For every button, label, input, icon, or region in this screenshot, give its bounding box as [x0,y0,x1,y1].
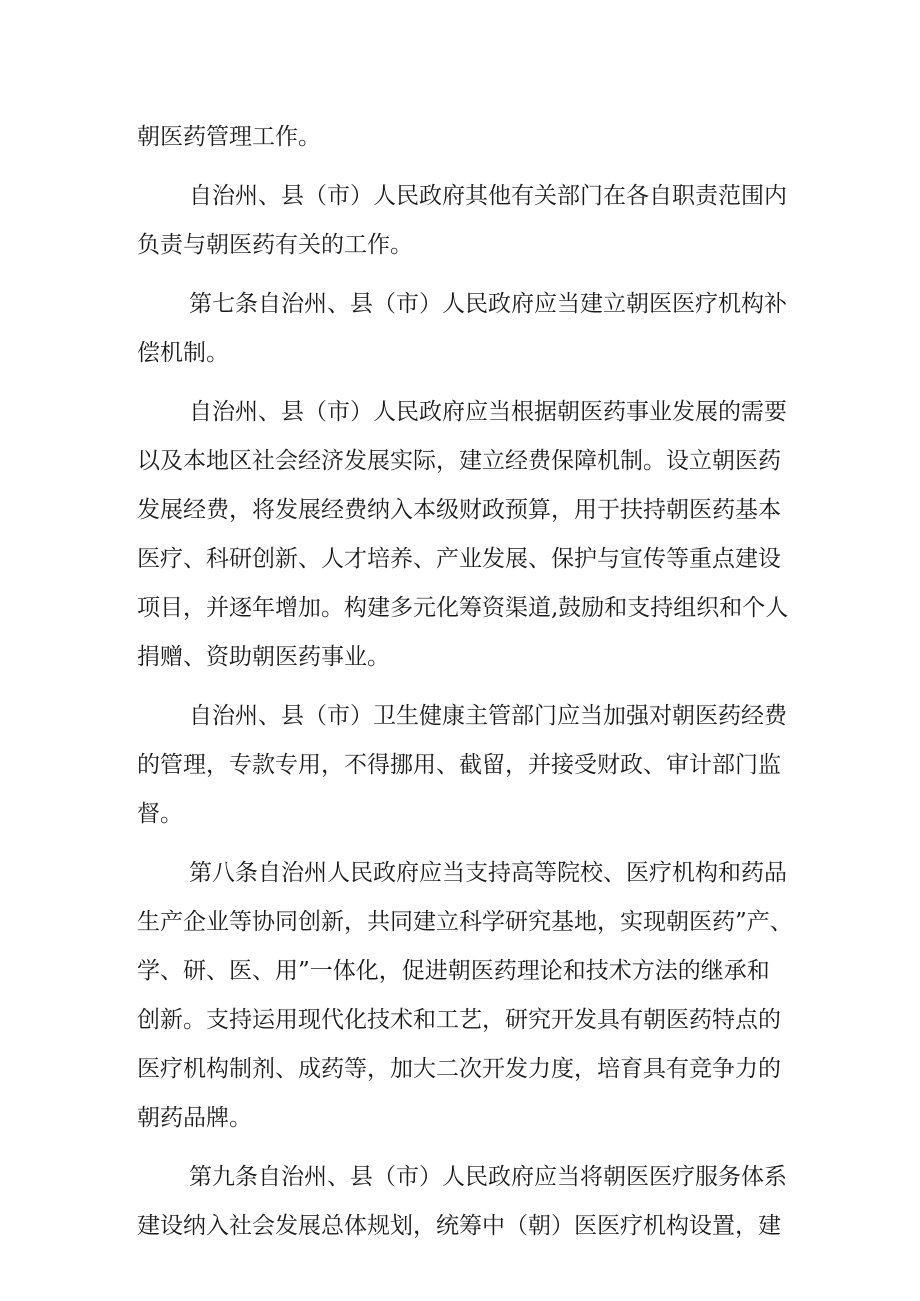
paragraph [137,113,797,162]
text-line: 偿机制。 [137,340,229,366]
text-line: 创新。支持运用现代化技术和工艺，研究开发具有朝医药特点的 [137,1007,781,1033]
text-line: 督。 [137,801,183,827]
article-8 [137,849,797,1143]
text-line: 的管理，专款专用，不得挪用、截留，并接受财政、审计部门监 [137,752,781,778]
text-line: 发展经费，将发展经费纳入本级财政预算，用于扶持朝医药基本 [137,497,781,523]
text-line: 朝药品牌。 [137,1105,252,1131]
article-7 [137,280,797,378]
text-line: 医疗机构制剂、成药等，加大二次开发力度，培育具有竞争力的 [137,1056,781,1082]
text-line: 学、研、医、用”一体化，促进朝医药理论和技术方法的继承和 [137,958,770,984]
text-line: 建设纳入社会发展总体规划，统筹中（朝）医医疗机构设置，建 [137,1213,781,1239]
paragraph [137,692,797,839]
text-line: 项目，并逐年增加。构建多元化筹资渠道,鼓励和支持组织和个人 [137,595,789,621]
text-line: 第八条自治州人民政府应当支持高等院校、医疗机构和药品 [189,860,787,886]
text-line: 负责与朝医药有关的工作。 [137,232,413,258]
text-line: 捐赠、资助朝医药事业。 [137,644,390,670]
text-line: 自治州、县（市）人民政府应当根据朝医药事业发展的需要 [189,399,787,425]
paragraph [137,172,797,270]
article-9 [137,1153,797,1251]
text-line: 医疗、科研创新、人才培养、产业发展、保护与宣传等重点建设 [137,546,781,572]
text-line: 第七条自治州、县（市）人民政府应当建立朝医医疗机构补 [189,291,787,317]
document-body [137,113,797,1251]
text-line: 生产企业等协同创新，共同建立科学研究基地，实现朝医药”产、 [137,909,793,935]
text-line: 自治州、县（市）卫生健康主管部门应当加强对朝医药经费 [189,703,787,729]
text-line: 以及本地区社会经济发展实际，建立经费保障机制。设立朝医药 [137,448,781,474]
paragraph [137,388,797,682]
text-line: 朝医药管理工作。 [137,124,321,150]
text-line: 第九条自治州、县（市）人民政府应当将朝医医疗服务体系 [189,1164,787,1190]
text-line: 自治州、县（市）人民政府其他有关部门在各自职责范围内 [189,183,787,209]
